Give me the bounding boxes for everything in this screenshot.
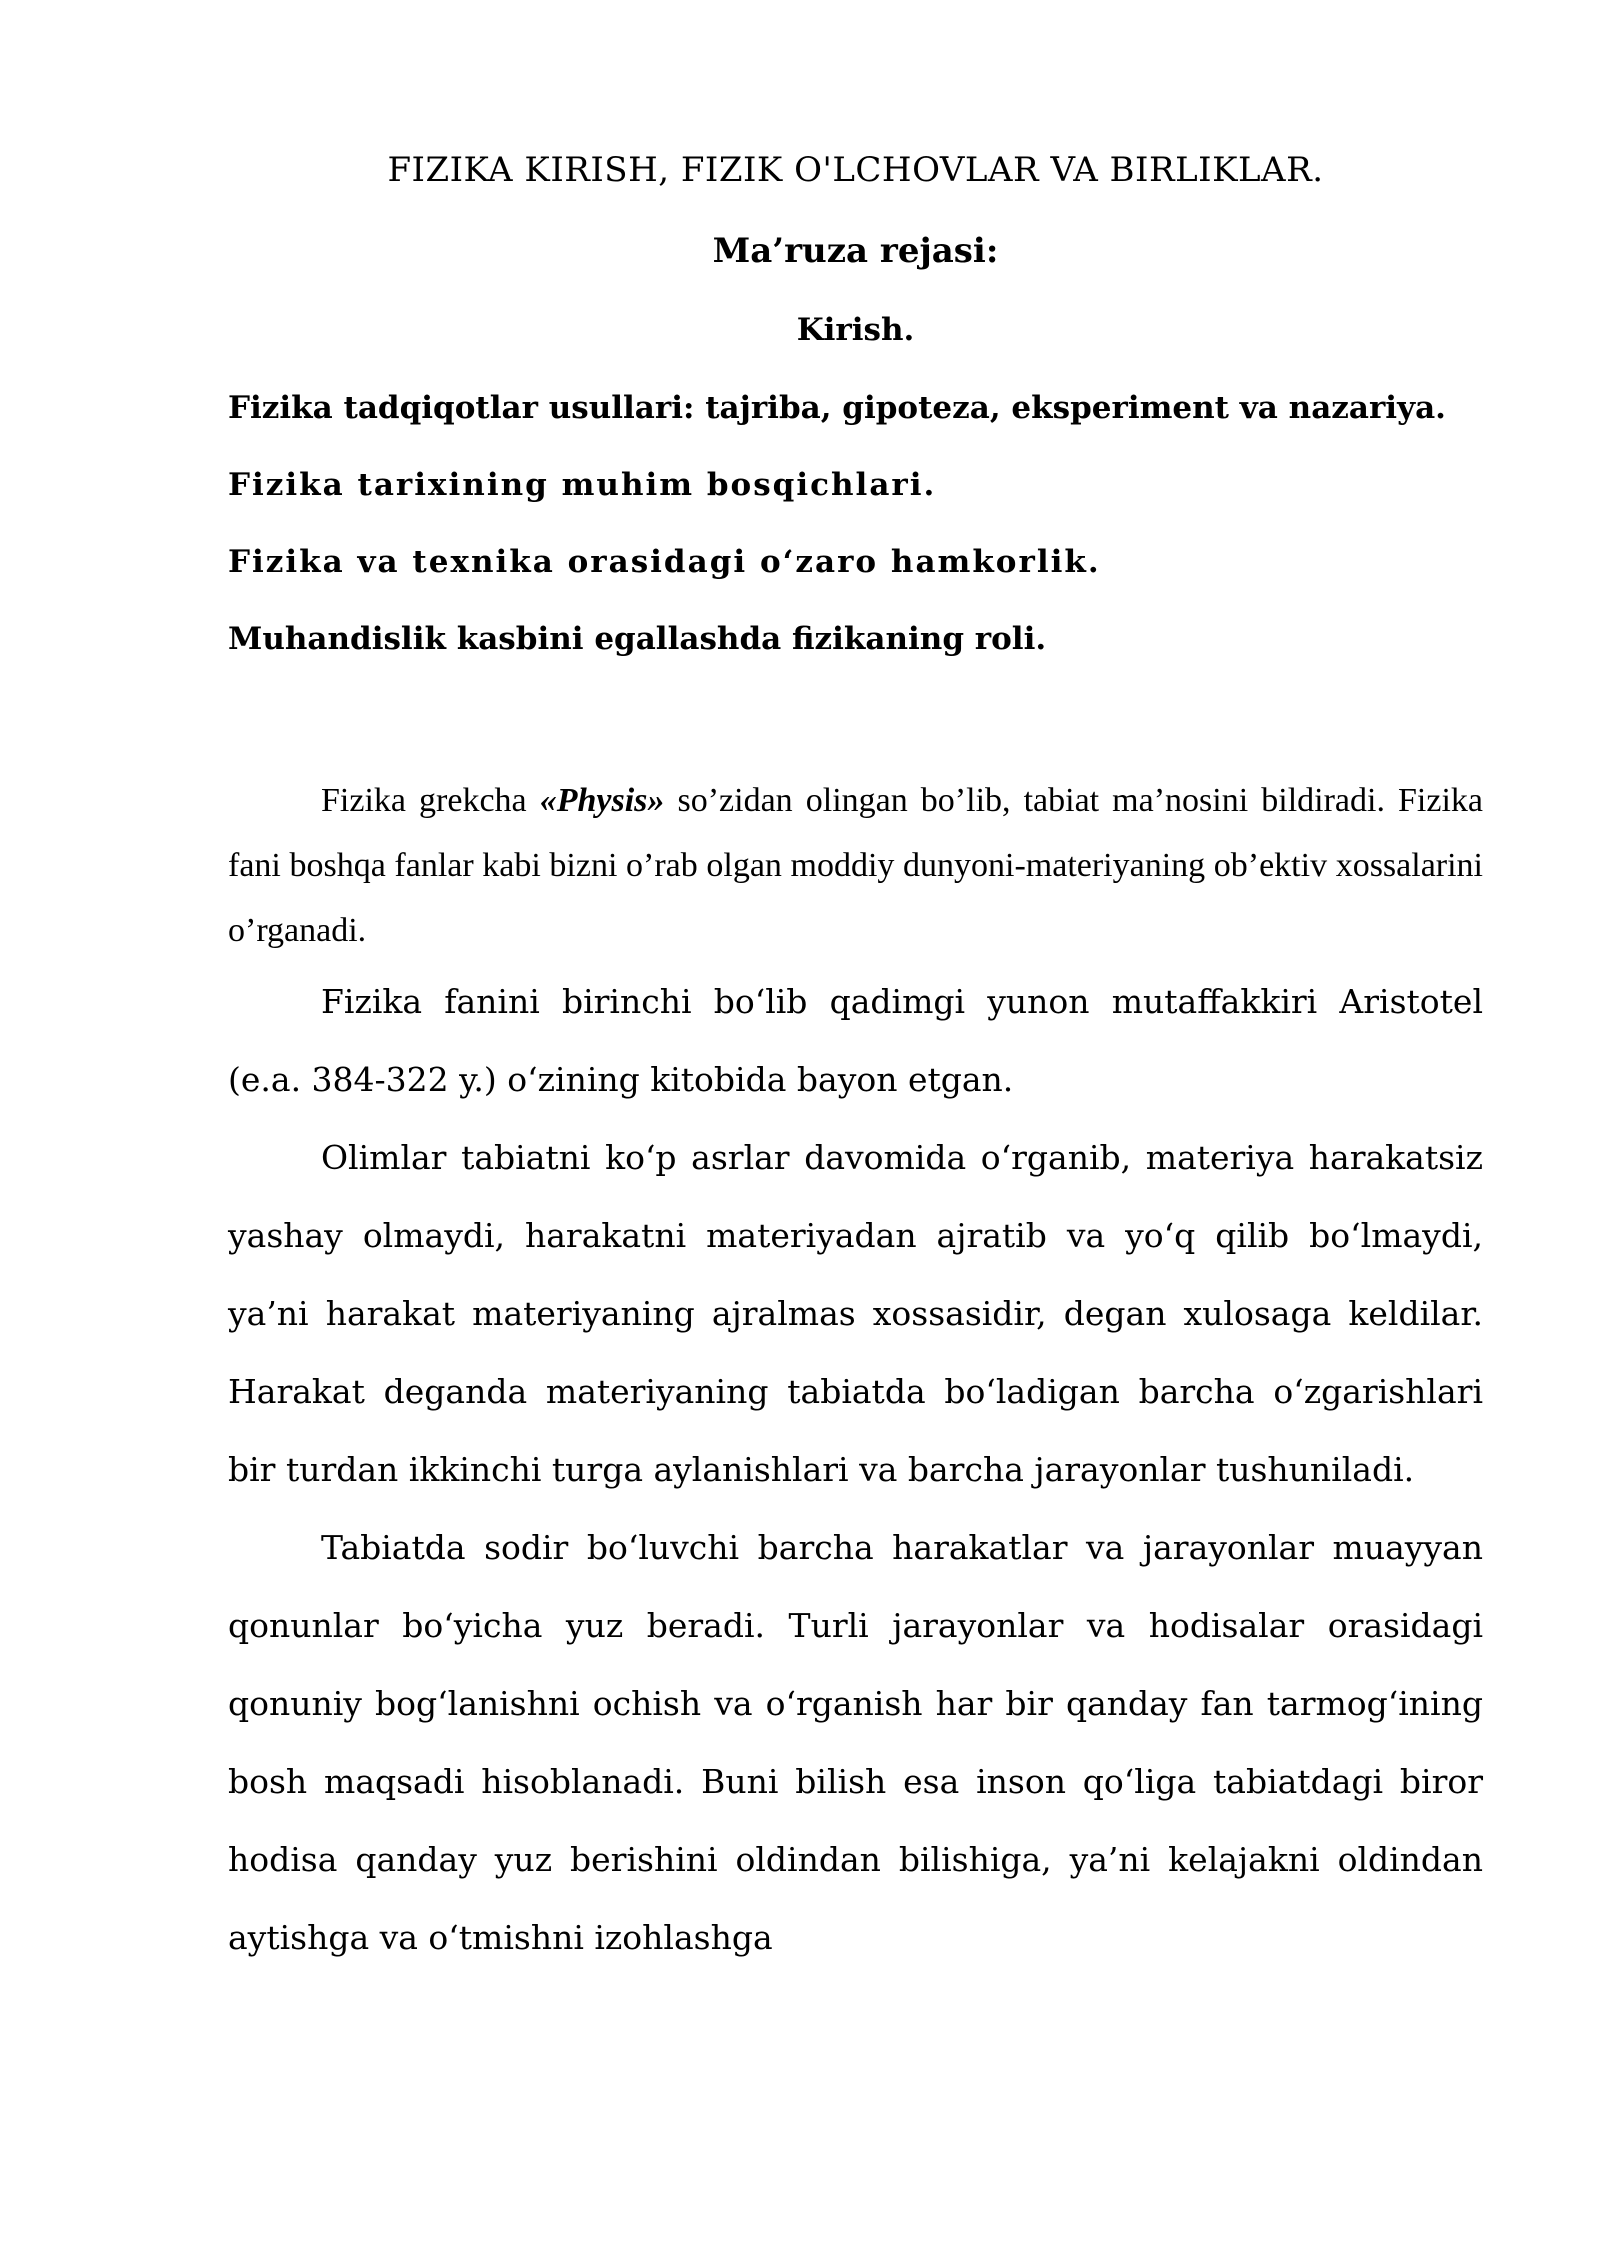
paragraph-intro bbox=[228, 768, 1483, 963]
document-title: FIZIKA KIRISH, FIZIK O'LCHOVLAR VA BIRLIKLAR. bbox=[387, 150, 1324, 190]
paragraph-aristotel: Fizika fanini birinchi boʻlib qadimgi yunon mutaffakkiri Aristotel (e.a. 384-322 y.) oʻzining kitobida bayon etgan. bbox=[228, 982, 1483, 1099]
document-body bbox=[228, 768, 1483, 1977]
plan-item-engineering-role: Muhandislik kasbini egallashda fizikaning roli. bbox=[228, 621, 1047, 657]
paragraph-intro-rest: so’zidan olingan bo’lib, tabiat ma’nosini bildiradi. Fizika fani boshqa fanlar kabi bizni o’rab olgan moddiy dunyoni-materiyaning ob’ektiv xossalarini o’rganadi. bbox=[228, 782, 1483, 949]
section-heading-kirish: Kirish. bbox=[796, 312, 915, 348]
plan-item-physics-technics: Fizika va texnika orasidagi oʻzaro hamkorlik. bbox=[228, 544, 1101, 580]
term-physis: «Physis» bbox=[539, 782, 665, 819]
lecture-plan-list bbox=[228, 387, 1483, 660]
paragraph-intro-lead: Fizika grekcha bbox=[321, 782, 540, 819]
paragraph-materiya-harakat: Olimlar tabiatni koʻp asrlar davomida oʻrganib, materiya harakatsiz yashay olmaydi, harakatni materiyadan ajratib va yoʻq qilib boʻlmaydi, ya’ni harakat materiyaning ajralmas xossasidir, degan xulosaga keldilar. Harakat deganda materiyaning tabiatda boʻladigan barcha oʻzgarishlari bir turdan ikkinchi turga aylanishlari va barcha jarayonlar tushuniladi. bbox=[228, 1138, 1483, 1489]
lecture-plan-heading: Ma’ruza rejasi: bbox=[712, 231, 999, 271]
plan-item-research-methods: Fizika tadqiqotlar usullari: tajriba, gipoteza, eksperiment va nazariya. bbox=[228, 390, 1446, 426]
paragraph-tabiat-qonunlari: Tabiatda sodir boʻluvchi barcha harakatlar va jarayonlar muayyan qonunlar boʻyicha yuz beradi. Turli jarayonlar va hodisalar orasidagi qonuniy bogʻlanishni ochish va oʻrganish har bir qanday fan tarmogʻining bosh maqsadi hisoblanadi. Buni bilish esa inson qoʻliga tabiatdagi biror hodisa qanday yuz berishini oldindan bilishiga, ya’ni kelajakni oldindan aytishga va oʻtmishni izohlashga bbox=[228, 1528, 1483, 1957]
plan-item-history-stages: Fizika tarixining muhim bosqichlari. bbox=[228, 467, 937, 503]
